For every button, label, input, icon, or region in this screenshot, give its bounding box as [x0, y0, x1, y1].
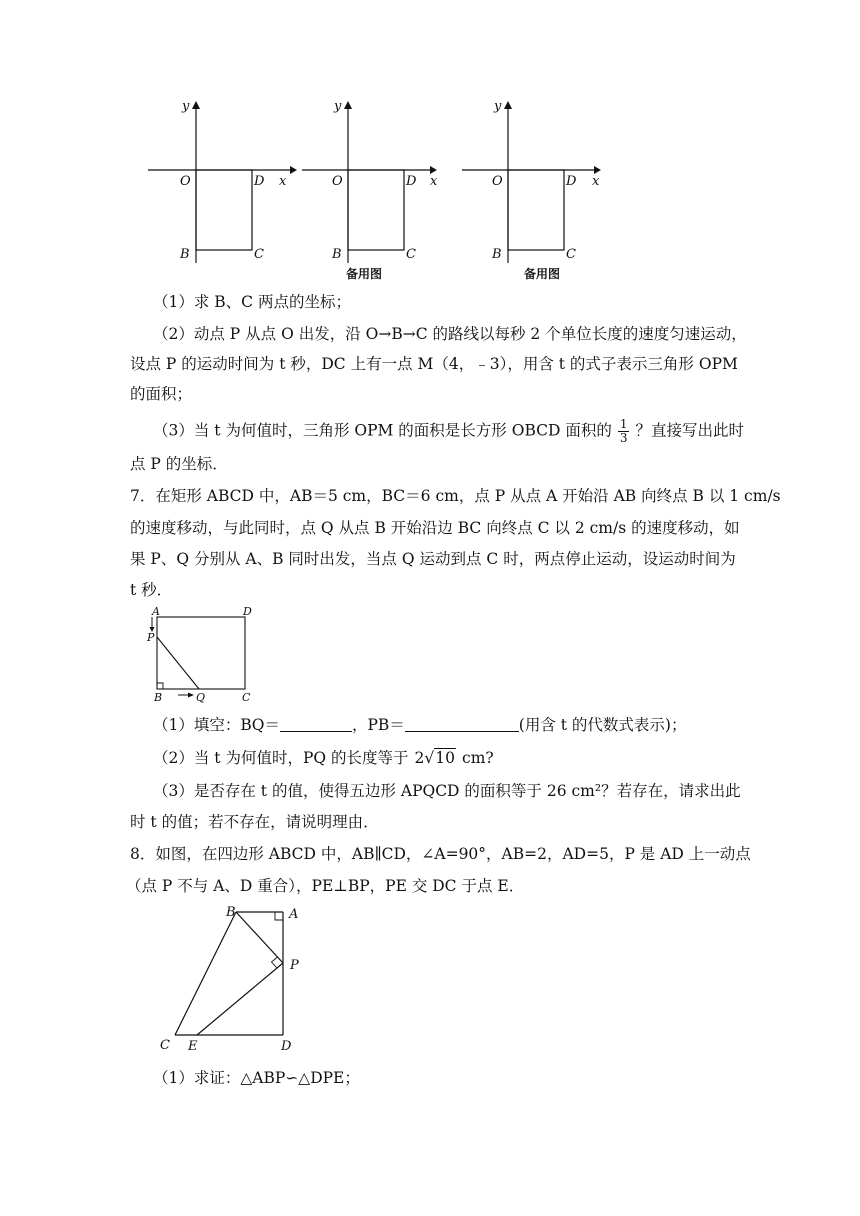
point-d-label: D [243, 605, 252, 618]
origin-label: O [492, 174, 503, 189]
point-b-label: B [226, 905, 236, 920]
q6-part2-line2: 设点 P 的运动时间为 t 秒，DC 上有一点 M（4，﹣3），用含 t 的式子表示三角形 OPM [130, 355, 738, 373]
q7-sub2-text-a: （2）当 t 为何值时，PQ 的长度等于 [153, 749, 409, 767]
q8-stem-line2: （点 P 不与 A、D 重合），PE⊥BP，PE 交 DC 于点 E． [126, 877, 525, 895]
q8-sub1: （1）求证：△ABP∽△DPE； [153, 1069, 360, 1087]
fraction-denominator: 3 [619, 431, 628, 445]
q7-stem-line4: t 秒． [130, 581, 173, 599]
point-a-label: A [152, 605, 160, 618]
q6-part2-line1: （2）动点 P 从点 O 出发，沿 O→B→C 的路线以每秒 2 个单位长度的速度匀速运动， [153, 325, 747, 343]
q7-stem-line1: 7．在矩形 ABCD 中，AB＝5 cm，BC＝6 cm，点 P 从点 A 开始沿 AB 向终点 B 以 1 cm/s [130, 487, 781, 505]
point-c-label: C [566, 247, 576, 262]
q7-sub1 [153, 715, 686, 735]
point-q-label: Q [196, 691, 206, 704]
point-c-label: C [242, 691, 251, 704]
fraction-numerator: 1 [619, 417, 628, 431]
x-axis-label: x [430, 174, 438, 189]
y-axis-label: y [182, 99, 190, 114]
q8-quadrilateral-figure [150, 895, 310, 1055]
point-p-label: P [147, 631, 155, 644]
q6-figure-main [140, 95, 300, 270]
q6-part3-line1 [153, 418, 744, 445]
bq-answer-blank[interactable] [280, 717, 352, 732]
q7-sub2 [153, 748, 494, 768]
q7-rectangle-figure [140, 603, 270, 703]
x-axis-label: x [279, 174, 287, 189]
pb-answer-blank[interactable] [405, 717, 519, 732]
q6-part1: （1）求 B、C 两点的坐标； [153, 293, 351, 311]
backup-figure-caption: 备用图 [346, 267, 383, 281]
point-a-label: A [289, 907, 299, 922]
backup-figure-caption: 备用图 [524, 267, 561, 281]
two-root-ten: 2√10 [414, 749, 456, 767]
point-e-label: E [188, 1039, 198, 1054]
y-axis-label: y [334, 99, 342, 114]
y-axis-label: y [494, 99, 502, 114]
q7-sub3-line1: （3）是否存在 t 的值，使得五边形 APQCD 的面积等于 26 cm²？若存在，请求出此 [153, 782, 741, 800]
point-p-label: P [290, 958, 299, 973]
point-c-label: C [160, 1038, 170, 1053]
radicand: 10 [435, 749, 456, 767]
point-b-label: B [154, 691, 163, 704]
point-d-label: D [281, 1039, 292, 1054]
q7-sub2-text-b: cm? [462, 749, 494, 767]
q7-sub1-text-c: (用含 t 的代数式表示)； [518, 716, 687, 734]
q7-sub1-text-a: （1）填空：BQ＝ [153, 716, 280, 734]
q6-figure-backup-2 [454, 95, 614, 280]
point-c-label: C [406, 247, 416, 262]
point-b-label: B [332, 247, 342, 262]
point-d-label: D [566, 174, 577, 189]
one-third-fraction [618, 418, 630, 445]
point-d-label: D [254, 174, 265, 189]
point-b-label: B [492, 247, 502, 262]
point-d-label: D [406, 174, 417, 189]
q6-part3-line2: 点 P 的坐标． [130, 455, 228, 473]
x-axis-label: x [592, 174, 600, 189]
q6-part3-text-post: ？直接写出此时 [635, 421, 744, 440]
point-c-label: C [254, 247, 264, 262]
origin-label: O [180, 174, 191, 189]
q7-sub3-line2: 时 t 的值；若不存在，请说明理由． [130, 813, 379, 831]
q6-part2-line3: 的面积； [130, 385, 193, 403]
q7-stem-line3: 果 P、Q 分别从 A、B 同时出发，当点 Q 运动到点 C 时，两点停止运动，设运动时间为 [130, 550, 736, 568]
q7-stem-line2: 的速度移动，与此同时，点 Q 从点 B 开始沿边 BC 向终点 C 以 2 cm/s 的速度移动，如 [130, 519, 740, 537]
root-coefficient: 2 [414, 749, 425, 767]
q8-stem-line1: 8．如图，在四边形 ABCD 中，AB∥CD，∠A=90°，AB=2，AD=5，P 是 AD 上一动点 [130, 845, 751, 863]
q7-sub1-text-b: ，PB＝ [351, 716, 405, 734]
origin-label: O [332, 174, 343, 189]
q6-figure-backup-1 [294, 95, 454, 280]
point-b-label: B [180, 247, 190, 262]
q6-part3-text-pre: （3）当 t 为何值时，三角形 OPM 的面积是长方形 OBCD 面积的 [153, 421, 612, 440]
